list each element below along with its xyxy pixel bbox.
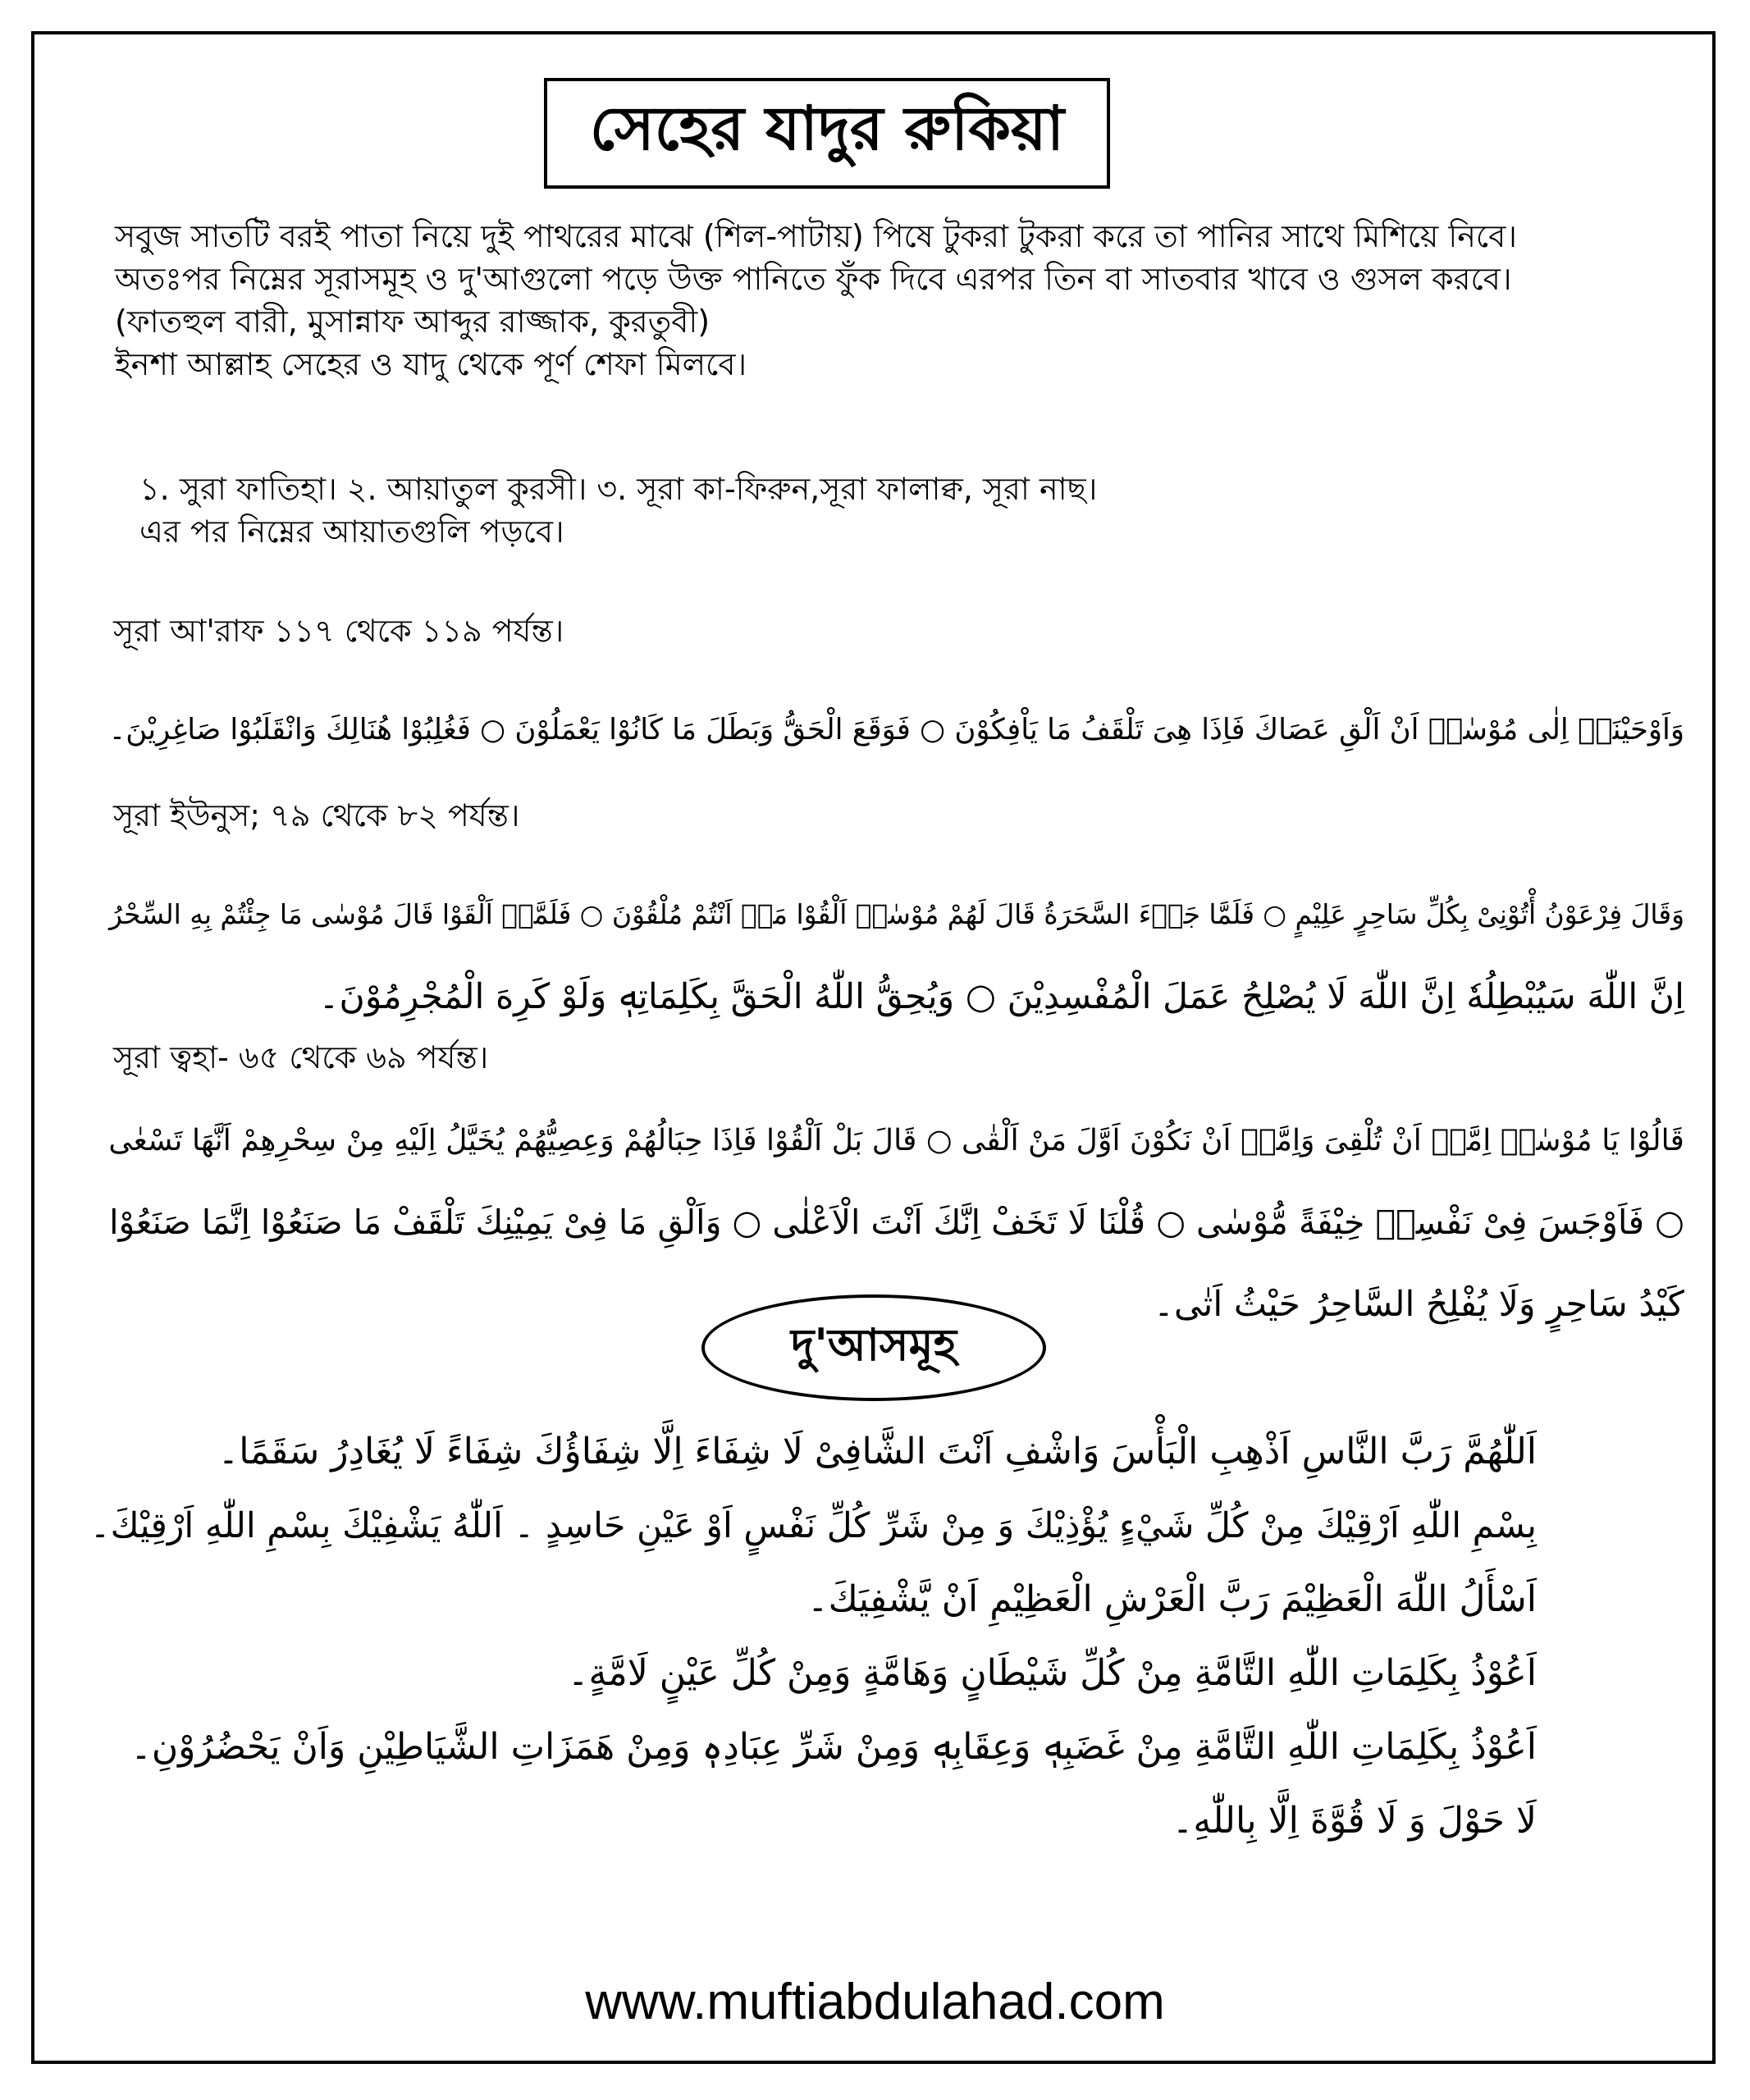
section-heading-yunus: সূরা ইউনুস; ৭৯ থেকে ৮২ পর্যন্ত।: [113, 797, 520, 833]
verse-line: وَقَالَ فِرْعَوْنُ أْتُوْنِىْ بِكُلِّ سَاحِرٍ عَلِيْمٍ ○ فَلَمَّا جَاۤءَ السَّحَرَةُ قَالَ لَهُمْ مُوْسٰىۤ اَلْقُوْا مَاۤ اَنْتُمْ مُلْقُوْنَ ○ فَلَمَّاۤ اَلْقَوْا قَالَ مُوْسٰى مَا جِئْتُمْ بِهِ السِّحْرُ: [108, 898, 1684, 930]
dua-line: بِسْمِ اللّٰهِ اَرْقِيْكَ مِنْ كُلِّ شَيْءٍ يُؤْذِيْكَ وَ مِنْ شَرِّ كُلِّ نَفْسٍ اَوْ عَيْنِ حَاسِدٍ ۔ اَللّٰهُ يَشْفِيْكَ بِسْمِ اللّٰهِ اَرْقِيْكَ۔: [89, 1505, 1537, 1546]
dua-line: اَللّٰهُمَّ رَبَّ النَّاسِ اَذْهِبِ الْبَأْسَ وَاشْفِ اَنْتَ الشَّافِىْ لَا شِفَاءَ اِلَّا شِفَاؤُكَ شِفَاءً لَا يُغَادِرُ سَقَمًا۔: [217, 1431, 1537, 1472]
verse-line: اِنَّ اللّٰهَ سَيُبْطِلُهٗ اِنَّ اللّٰهَ لَا يُصْلِحُ عَمَلَ الْمُفْسِدِيْنَ ○ وَيُحِقُّ اللّٰهُ الْحَقَّ بِكَلِمَاتِهٖ وَلَوْ كَرِهَ الْمُجْرِمُوْنَ۔: [318, 976, 1684, 1017]
surah-list-line: ১. সুরা ফাতিহা। ২. আয়াতুল কুরসী। ৩. সূরা কা-ফিরুন,সূরা ফালাক্ব, সূরা নাছ।: [139, 471, 1098, 507]
title-box: [544, 78, 1110, 189]
dua-heading: দু'আসমূহ: [791, 1319, 957, 1371]
surah-list: [139, 468, 1097, 553]
intro-line: ইনশা আল্লাহ সেহের ও যাদু থেকে পূর্ণ শেফা মিলবে।: [115, 346, 747, 382]
verse-line: وَاَوْحَيْنَاۤ اِلٰى مُوْسٰىۤ اَنْ اَلْقِ عَصَاكَ فَاِذَا هِىَ تَلْقَفُ مَا يَاْفِكُوْنَ ○ فَوَقَعَ الْحَقُّ وَبَطَلَ مَا كَانُوْا يَعْمَلُوْنَ ○ فَغُلِبُوْا هُنَالِكَ وَانْقَلَبُوْا صَاغِرِيْنَ۔: [108, 713, 1684, 746]
page-title: সেহের যাদুর রুকিয়া: [589, 94, 1065, 164]
intro-line: সবুজ সাতটি বরই পাতা নিয়ে দুই পাথরের মাঝে (শিল-পাটায়) পিষে টুকরা টুকরা করে তা পানির সাথে মিশিয়ে নিবে।: [115, 218, 1517, 254]
verse-line: قَالُوْا يَا مُوْسٰىۤ اِمَّاۤ اَنْ تُلْقِىَ وَاِمَّاۤ اَنْ نَكُوْنَ اَوَّلَ مَنْ اَلْقٰى ○ قَالَ بَلْ اَلْقُوْا فَاِذَا حِبَالُهُمْ وَعِصِيُّهُمْ يُخَيَّلُ اِلَيْهِ مِنْ سِحْرِهِمْ اَنَّهَا تَسْعٰى: [108, 1122, 1684, 1157]
surah-list-line: এর পর নিম্নের আয়াতগুলি পড়বে।: [139, 514, 564, 550]
verse-line: ○ فَاَوْجَسَ فِىْ نَفْسِهٖ خِيْفَةً مُّوْسٰى ○ قُلْنَا لَا تَخَفْ اِنَّكَ اَنْتَ الْاَعْلٰى ○ وَاَلْقِ مَا فِىْ يَمِيْنِكَ تَلْقَفْ مَا صَنَعُوْا اِنَّمَا صَنَعُوْا: [109, 1203, 1684, 1242]
intro-line: অতঃপর নিম্নের সূরাসমূহ ও দু'আগুলো পড়ে উক্ত পানিতে ফুঁক দিবে এরপর তিন বা সাতবার খাবে ও গুসল করবে।: [115, 261, 1512, 297]
verse-line: كَيْدُ سَاحِرٍ وَلَا يُفْلِحُ السَّاحِرُ حَيْثُ اَتٰى۔: [1153, 1284, 1684, 1325]
verses-yunus: [60, 890, 1684, 1054]
dua-line: اَسْأَلُ اللّٰهَ الْعَظِيْمَ رَبَّ الْعَرْشِ الْعَظِيْمِ اَنْ يَّشْفِيَكَ۔: [806, 1578, 1537, 1620]
section-heading-araf: সূরা আ'রাফ ১১৭ থেকে ১১৯ পর্যন্ত।: [113, 613, 564, 649]
dua-list: [60, 1427, 1537, 1870]
dua-line: لَا حَوْلَ وَ لَا قُوَّةَ اِلَّا بِاللّٰهِ۔: [1172, 1800, 1537, 1842]
intro-paragraph: [115, 215, 1517, 386]
dua-heading-oval: [701, 1294, 1046, 1401]
section-heading-taha: সূরা ত্বহা- ৬৫ থেকে ৬৯ পর্যন্ত।: [113, 1039, 489, 1075]
footer-url: www.muftiabdulahad.com: [585, 1974, 1165, 2030]
dua-line: اَعُوْذُ بِكَلِمَاتِ اللّٰهِ التَّامَّةِ مِنْ كُلِّ شَيْطَانٍ وَهَامَّةٍ وَمِنْ كُلِّ عَيْنٍ لَامَّةٍ۔: [567, 1652, 1537, 1694]
intro-line: (ফাতহুল বারী, মুসান্নাফ আব্দুর রাজ্জাক, কুরতুবী): [115, 304, 711, 340]
verses-araf: [60, 705, 1684, 788]
dua-line: اَعُوْذُ بِكَلِمَاتِ اللّٰهِ التَّامَّةِ مِنْ غَضَبِهٖ وَعِقَابِهٖ وَمِنْ شَرِّ عِبَادِهٖ وَمِنْ هَمَزَاتِ الشَّيَاطِيْنِ وَاَنْ يَحْضُرُوْنِ۔: [130, 1726, 1537, 1768]
